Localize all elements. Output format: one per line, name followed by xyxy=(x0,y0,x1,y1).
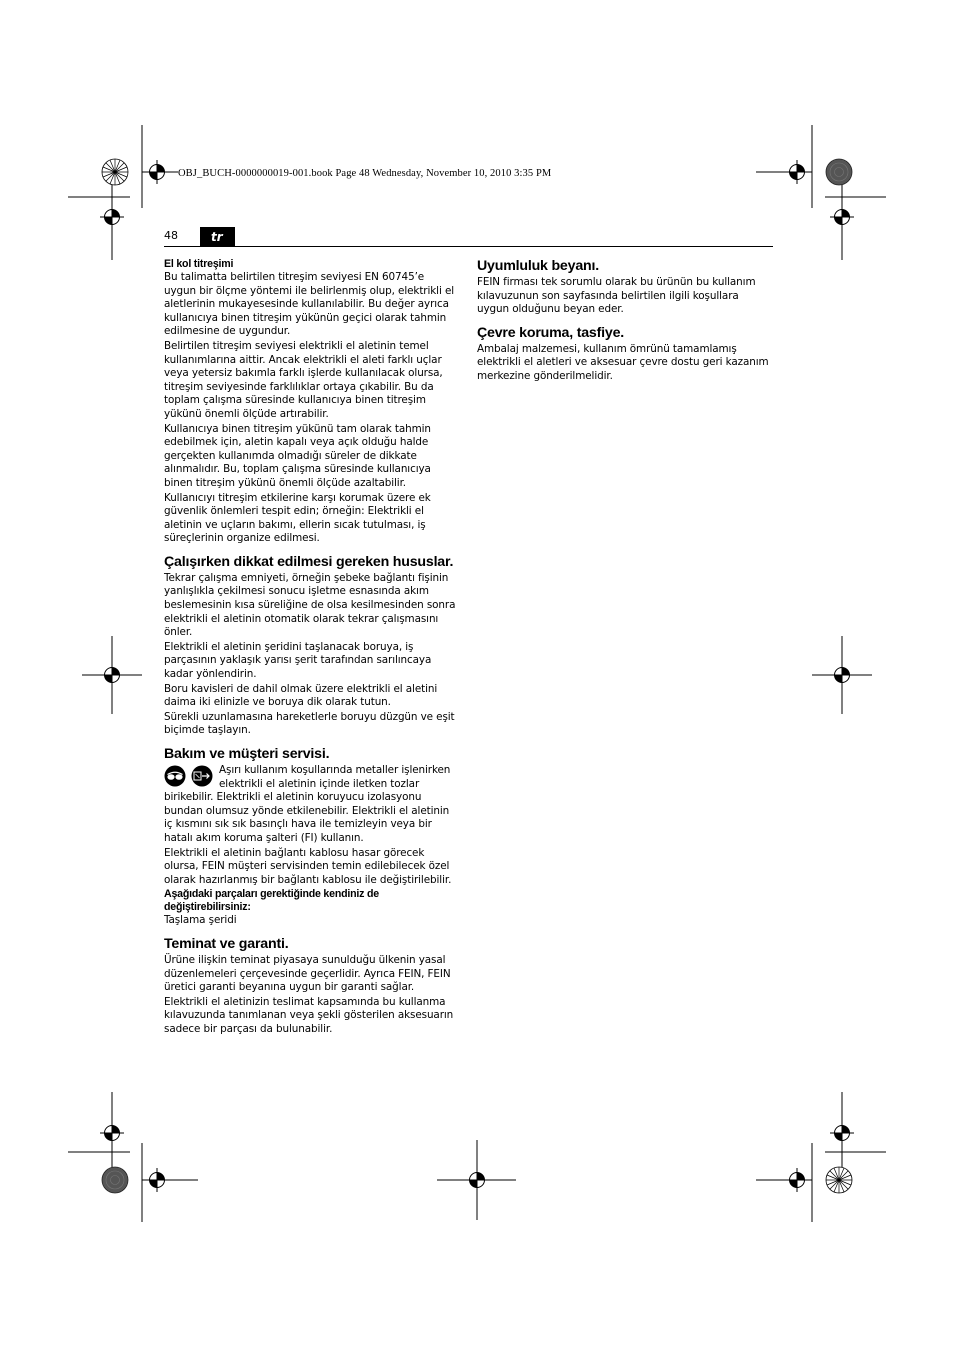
left-column xyxy=(164,258,458,1038)
book-slug: OBJ_BUCH-0000000019-001.book Page 48 Wednesday, November 10, 2010 3:35 PM xyxy=(178,168,552,179)
conformity-heading: Uyumluluk beyanı. xyxy=(477,258,599,274)
environment-paragraph: Ambalaj malzemesi, kullanım ömrünü tamamlamış elektrikli el aletleri ve aksesuar çevre dostu geri kazanım merkezine gönderilmelidir. xyxy=(477,342,769,382)
page-number: 48 xyxy=(164,229,178,242)
parts-heading: Aşağıdaki parçaları gerektiğinde kendiniz de değiştirebilirsiniz: xyxy=(164,888,379,914)
environment-heading: Çevre koruma, tasfiye. xyxy=(477,324,625,341)
vibration-heading: El kol titreşimi xyxy=(164,258,234,270)
parts-item: Taşlama şeridi xyxy=(164,914,237,927)
header-rule xyxy=(164,246,773,247)
vibration-paragraph: Bu talimatta belirtilen titreşim seviyesi EN 60745’e uygun bir ölçme yöntemi ile belirlenmiş olup, elektrikli el aletlerinin mukayesesinde kullanılabilir. Bu değer ayrıca kullanıcıya binen titreşim yükünün geçici olarak tahmin edilmesine de uygundur. xyxy=(164,271,455,338)
service-heading: Bakım ve müşteri servisi. xyxy=(164,746,330,762)
service-paragraph: Elektrikli el aletinin bağlantı kablosu hasar görecek olursa, FEIN müşteri servisinden temin edilebilecek özel olarak hazırlanmış bir bağlantı kablosu ile değiştirilebilir. xyxy=(164,846,452,886)
working-heading: Çalışırken dikkat edilmesi gereken hususlar. xyxy=(164,553,454,570)
warranty-paragraph: Ürüne ilişkin teminat piyasaya sunulduğu ülkenin yasal düzenlemeleri çerçevesinde geçerlidir. Ayrıca FEIN, FEIN üretici garanti beyanına uygun bir garanti sağlar. xyxy=(164,953,451,994)
working-paragraph: Tekrar çalışma emniyeti, örneğin şebeke bağlantı fişinin yanlışlıkla çekilmesi sonucu işletme esnasında akım beslemesinin kısa süreliğine de olsa kesilmesinden sonra elektrikli el aletinin otomatik olarak tekrar çalışmasını önler. xyxy=(164,571,456,639)
working-paragraph: Elektrikli el aletinin şeridini taşlanacak boruya, iş parçasının yaklaşık yarısı şerit tarafından sarılıncaya kadar yönlendirin. xyxy=(164,640,432,681)
service-paragraph: Aşırı kullanım koşullarında metaller işlenirken elektrikli el aletinin içinde iletken tozlar birikebilir. Elektrikli el aletinin koruyucu izolasyonu bundan olumsuz yönde etkilenebilir. Elektrikli el aletinin iç kısmını sık sık basınçlı hava ile temizleyin veya bir hatalı akım koruma şalteri (FI) kullanın. xyxy=(164,764,451,844)
warranty-heading: Teminat ve garanti. xyxy=(164,935,289,952)
conformity-paragraph: FEIN firması tek sorumlu olarak bu ürünün bu kullanım kılavuzunun son sayfasında belirtilen ilgili koşullara uygun olduğunu beyan eder. xyxy=(477,276,756,316)
eye-protection-icon xyxy=(165,766,186,787)
working-paragraph: Sürekli uzunlamasına hareketlerle boruyu düzgün ve eşit biçimde taşlayın. xyxy=(164,710,455,737)
vibration-paragraph: Kullanıcıya binen titreşim yükünü tam olarak tahmin edebilmek için, aletin kapalı veya açık olduğu halde gerçekten kullanımda olmadığı süreler de dikkate alınmalıdır. Bu, toplam çalışma süresinde kullanıcıya binen titreşim yükünü önemli ölçüde azaltabilir. xyxy=(164,422,431,489)
service-icons xyxy=(164,765,216,787)
vibration-paragraph: Belirtilen titreşim seviyesi elektrikli el aletinin temel kullanımlarına aittir. Ancak elektrikli el aleti farklı uçlar veya yetersiz bakımla farklı işlerde kullanılacak olursa, titreşim seviyesinde farklılıklar ortaya çıkabilir. Bu da toplam çalışma süresinde kullanıcıya binen titreşim yükünü önemli ölçüde artırabilir. xyxy=(164,339,443,420)
top-crop-lines xyxy=(68,125,886,208)
right-column xyxy=(477,258,771,385)
working-paragraph: Boru kavisleri de dahil olmak üzere elektrikli el aletini daima iki elinizle ve boruya dik olarak tutun. xyxy=(164,682,438,709)
language-tab: tr xyxy=(200,227,235,246)
compressed-air-cleaning-icon xyxy=(192,766,213,787)
warranty-paragraph: Elektrikli el aletinizin teslimat kapsamında bu kullanma kılavuzunda tanımlanan veya şekli gösterilen aksesuarın sadece bir parçası da bulunabilir. xyxy=(164,995,454,1035)
vibration-paragraph: Kullanıcıyı titreşim etkilerine karşı korumak üzere ek güvenlik önlemleri tespit edin; örneğin: Elektrikli el aletinin ve uçların bakımı, ellerin sıcak tutulması, iş süreçlerinin organize edilmesi. xyxy=(164,491,431,545)
